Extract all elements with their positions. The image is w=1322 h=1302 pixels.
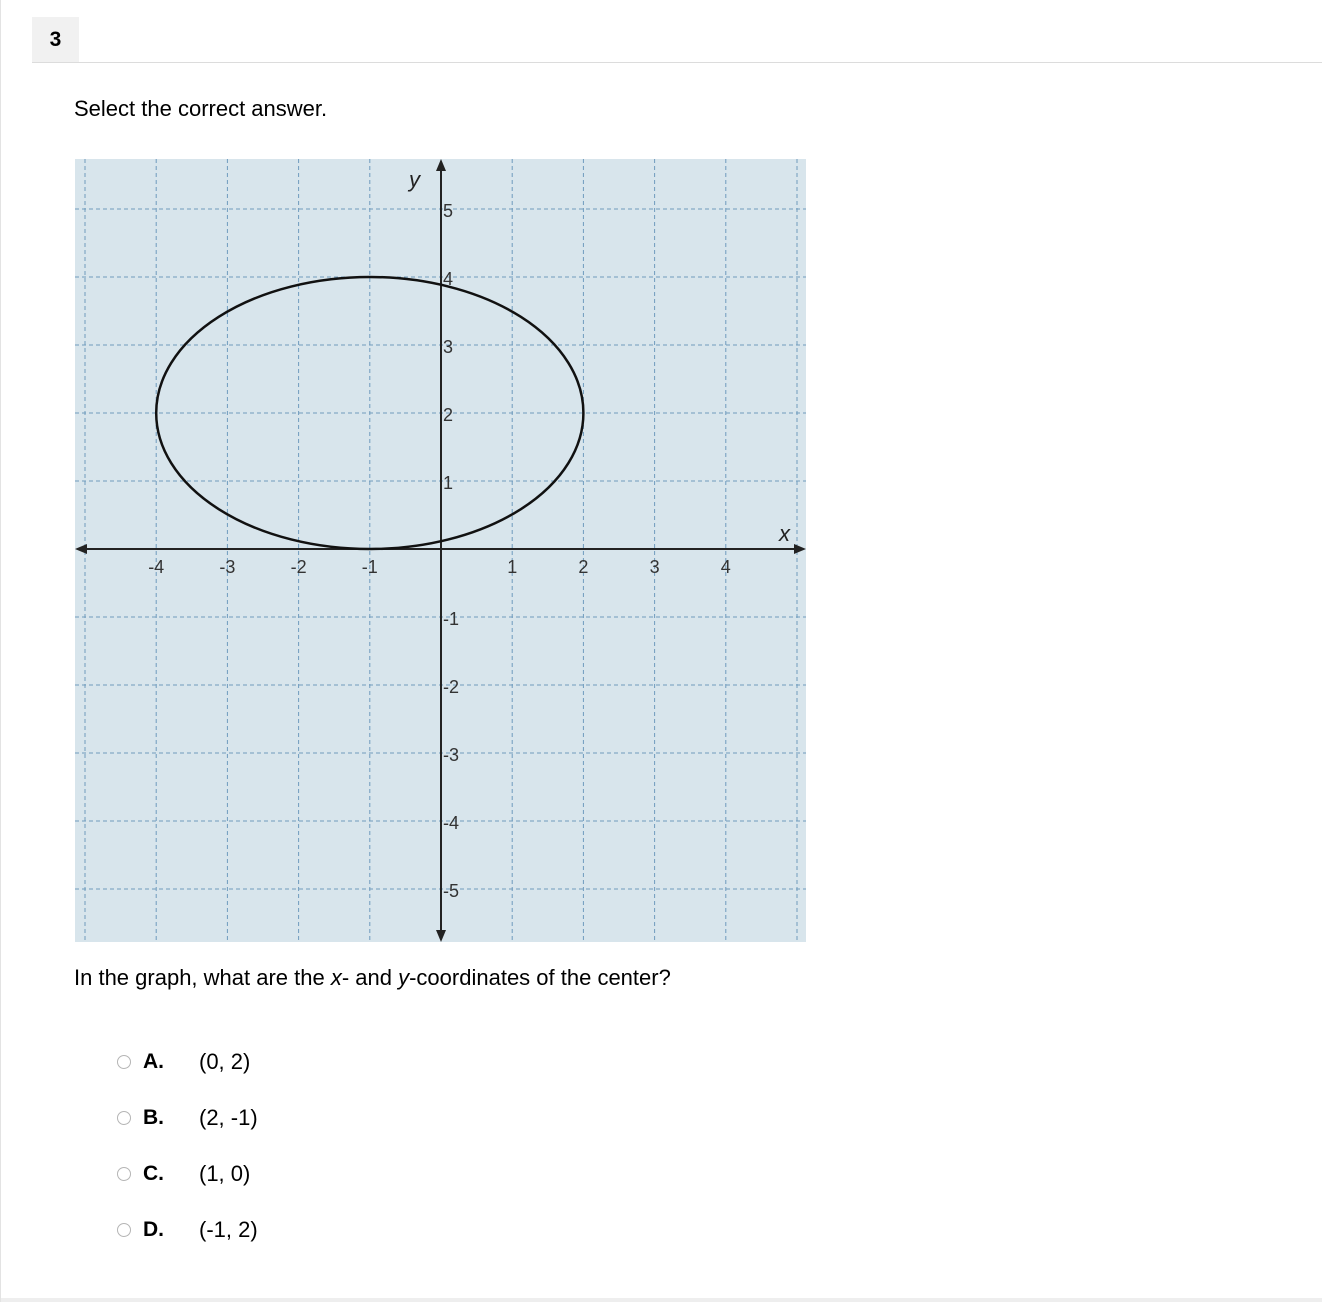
option-b[interactable] xyxy=(113,1098,413,1138)
y-tick-label: -3 xyxy=(443,745,460,765)
y-tick-label: -5 xyxy=(443,881,460,901)
y-tick-label: -2 xyxy=(443,677,460,697)
question-text-part: -coordinates of the center? xyxy=(409,965,671,990)
option-letter: B. xyxy=(143,1106,164,1129)
option-text: (1, 0) xyxy=(199,1161,251,1186)
question-text xyxy=(74,965,671,991)
y-tick-label: 5 xyxy=(443,201,454,221)
y-tick-label: 3 xyxy=(443,337,454,357)
option-text: (2, -1) xyxy=(199,1105,258,1130)
x-tick-label: 2 xyxy=(578,557,589,577)
card-bottom-border xyxy=(1,1298,1322,1302)
x-tick-label: 3 xyxy=(649,557,660,577)
radio-button-b[interactable] xyxy=(117,1111,131,1125)
x-tick-label: -3 xyxy=(219,557,236,577)
option-c[interactable] xyxy=(113,1154,413,1194)
x-tick-label: -4 xyxy=(148,557,165,577)
y-tick-label: 1 xyxy=(443,473,454,493)
x-tick-label: -1 xyxy=(361,557,378,577)
y-tick-label: -1 xyxy=(443,609,460,629)
question-header xyxy=(32,17,1322,63)
question-text-part: - and xyxy=(341,965,399,990)
option-letter: D. xyxy=(143,1218,164,1241)
option-letter: C. xyxy=(143,1162,164,1185)
option-letter: A. xyxy=(143,1050,164,1073)
y-axis-label: y xyxy=(409,167,420,192)
y-tick-label: 4 xyxy=(443,269,454,289)
x-axis-label: x xyxy=(779,521,790,546)
question-number: 3 xyxy=(32,17,79,62)
question-text-part: In the graph, what are the xyxy=(74,965,331,990)
radio-button-c[interactable] xyxy=(117,1167,131,1181)
option-d[interactable] xyxy=(113,1210,413,1250)
x-variable: x xyxy=(330,965,342,990)
x-tick-label: -2 xyxy=(290,557,307,577)
y-tick-label: 2 xyxy=(443,405,454,425)
radio-button-a[interactable] xyxy=(117,1055,131,1069)
x-tick-label: 4 xyxy=(720,557,731,577)
option-text: (0, 2) xyxy=(199,1049,251,1074)
coordinate-graph xyxy=(75,159,806,942)
x-tick-label: 1 xyxy=(507,557,518,577)
option-text: (-1, 2) xyxy=(199,1217,258,1242)
instruction-text: Select the correct answer. xyxy=(74,96,328,121)
y-variable: y xyxy=(398,965,410,990)
option-a[interactable] xyxy=(113,1042,413,1082)
y-tick-label: -4 xyxy=(443,813,460,833)
radio-button-d[interactable] xyxy=(117,1223,131,1237)
